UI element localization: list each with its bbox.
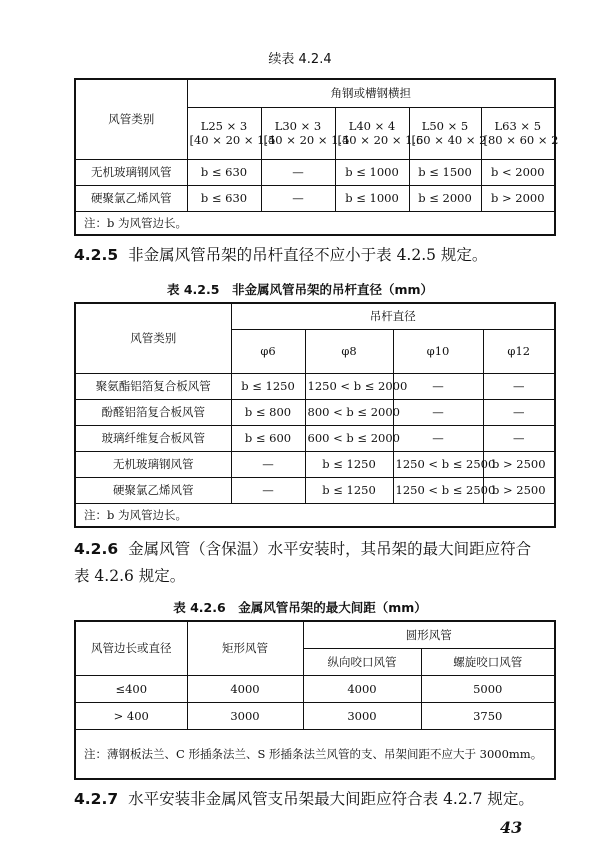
header-edge-or-diameter: 风管边长或直径: [75, 621, 187, 675]
header-spiral-seam: 螺旋咬口风管: [421, 648, 555, 675]
table-row: 玻璃纤维复合板风管 b ≤ 600 600 < b ≤ 2000 — —: [75, 425, 555, 451]
table-row: 硬聚氯乙烯风管 — b ≤ 1250 1250 < b ≤ 2500 b > 2500: [75, 477, 555, 503]
column-header: φ8: [305, 329, 393, 373]
header-rect-duct: 矩形风管: [187, 621, 303, 675]
header-crossarm: 角钢或槽钢横担: [187, 79, 555, 107]
table-row: 聚氨酯铝箔复合板风管 b ≤ 1250 1250 < b ≤ 2000 — —: [75, 373, 555, 399]
column-header: φ12: [483, 329, 555, 373]
column-header: L63 × 5 [80 × 60 × 2: [481, 107, 555, 159]
header-longitudinal-seam: 纵向咬口风管: [303, 648, 421, 675]
table-note: 注：b 为风管边长。: [75, 503, 555, 527]
page-number: 43: [500, 818, 523, 837]
table-4-2-6-title: 表 4.2.6 金属风管吊架的最大间距（mm）: [173, 600, 427, 615]
clause-4-2-5: 4.2.5 非金属风管吊架的吊杆直径不应小于表 4.2.5 规定。: [74, 246, 488, 264]
table-4-2-5-title: 表 4.2.5 非金属风管吊架的吊杆直径（mm）: [167, 282, 433, 297]
table-4-2-4: [74, 78, 559, 236]
clause-4-2-7: 4.2.7 水平安装非金属风管支吊架最大间距应符合表 4.2.7 规定。: [74, 790, 534, 808]
column-header: L40 × 4 [40 × 20 × 1.5: [335, 107, 409, 159]
table-row: 酚醛铝箔复合板风管 b ≤ 800 800 < b ≤ 2000 — —: [75, 399, 555, 425]
header-category: 风管类别: [75, 79, 187, 159]
header-round-duct: 圆形风管: [303, 621, 555, 648]
clause-4-2-6: 4.2.6 金属风管（含保温）水平安装时，其吊架的最大间距应符合表 4.2.6 规定。: [74, 540, 532, 585]
column-header: L50 × 5 [60 × 40 × 2: [409, 107, 481, 159]
column-header: φ6: [231, 329, 305, 373]
header-rod-diameter: 吊杆直径: [231, 303, 555, 329]
column-header: L30 × 3 [40 × 20 × 1.5: [261, 107, 335, 159]
table-row: ≤400 4000 4000 5000: [75, 675, 555, 702]
column-header: L25 × 3 [40 × 20 × 1.5: [187, 107, 261, 159]
table-4-2-5: [74, 302, 556, 528]
table-row: 无机玻璃钢风管 — b ≤ 1250 1250 < b ≤ 2500 b > 2500: [75, 451, 555, 477]
table-note: 注：b 为风管边长。: [75, 211, 555, 235]
column-header: φ10: [393, 329, 483, 373]
table-row: 无机玻璃钢风管 b ≤ 630 — b ≤ 1000 b ≤ 1500 b < 2000: [75, 159, 555, 185]
table-row: > 400 3000 3000 3750: [75, 702, 555, 729]
header-category: 风管类别: [75, 303, 231, 373]
table-note: 注：薄钢板法兰、C 形插条法兰、S 形插条法兰风管的支、吊架间距不应大于 3000mm。: [75, 729, 555, 779]
table-4-2-4-title: 续表 4.2.4: [268, 52, 332, 67]
table-row: 硬聚氯乙烯风管 b ≤ 630 — b ≤ 1000 b ≤ 2000 b > 2000: [75, 185, 555, 211]
table-4-2-6: [74, 620, 556, 780]
